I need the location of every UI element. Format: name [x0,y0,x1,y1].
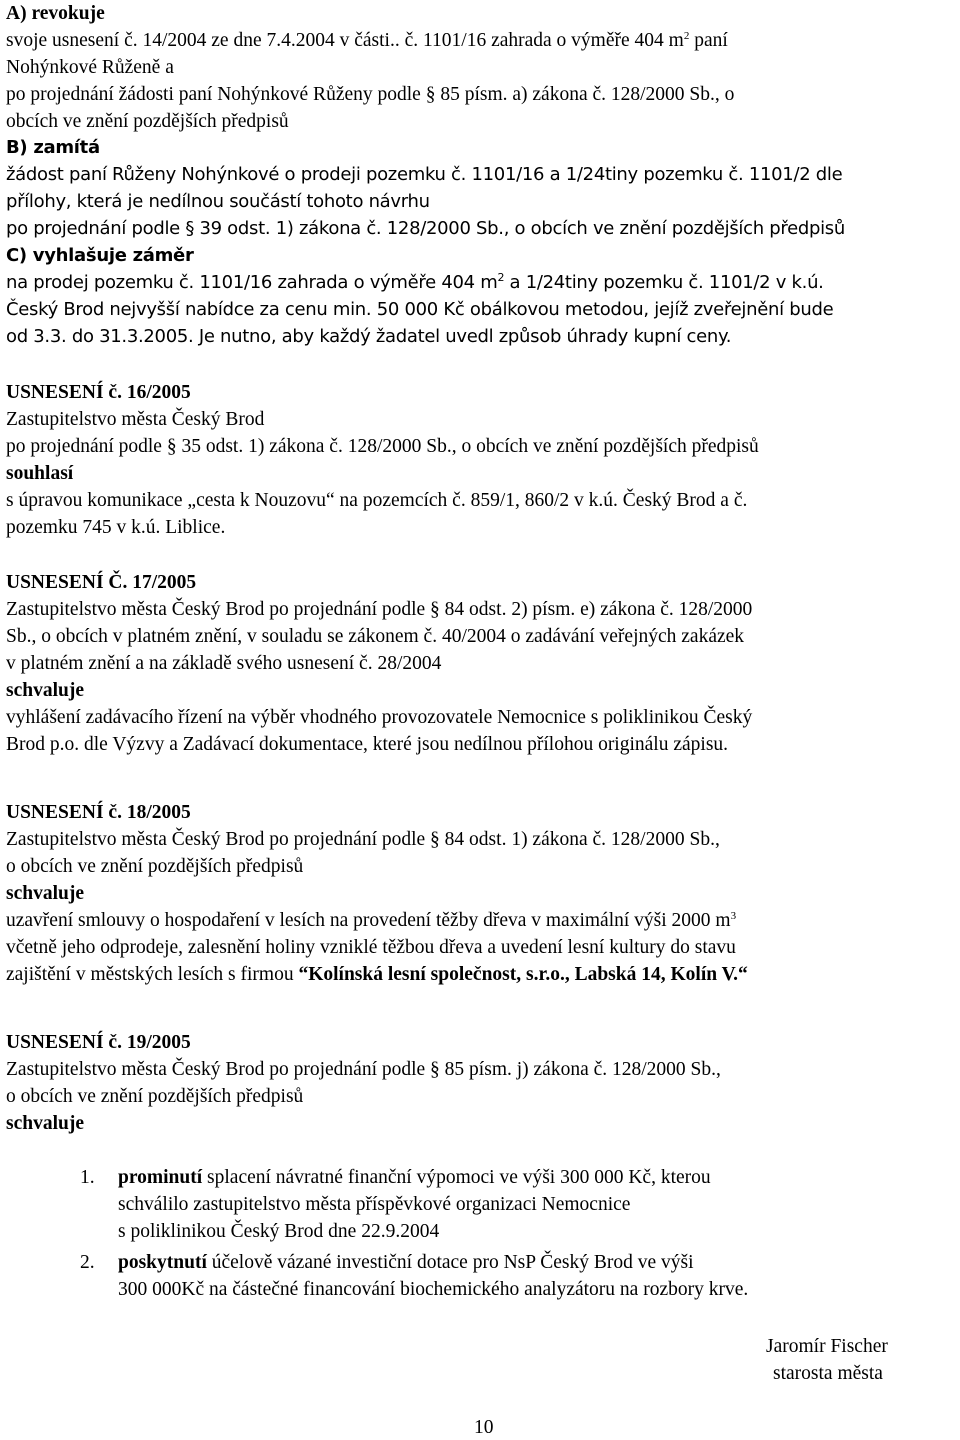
text-line: Český Brod nejvyšší nabídce za cenu min. 50 000 Kč obálkovou metodou, jejíž zveřejnění bude [6,299,834,320]
text-line: po projednání podle § 39 odst. 1) zákona č. 128/2000 Sb., o obcích ve znění pozdějších předpisů [6,218,845,239]
text-line: přílohy, která je nedílnou součástí tohoto návrhu [6,191,430,212]
section-b-heading: B) zamítá [6,137,100,158]
text-line: v platném znění a na základě svého usnesení č. 28/2004 [6,653,442,674]
page-number: 10 [474,1417,494,1438]
text-line: od 3.3. do 31.3.2005. Je nutno, aby každý žadatel uvedl způsob úhrady kupní ceny. [6,326,732,347]
list-item-continuation: s poliklinikou Český Brod dne 22.9.2004 [118,1221,440,1242]
text-line: pozemku 745 v k.ú. Liblice. [6,517,226,538]
text-line: Zastupitelstvo města Český Brod [6,409,265,430]
decision-keyword: schvaluje [6,680,84,701]
decision-keyword: schvaluje [6,1113,84,1134]
text-line: o obcích ve znění pozdějších předpisů [6,1086,304,1107]
text-line: Zastupitelstvo města Český Brod po projednání podle § 84 odst. 2) písm. e) zákona č. 128/2000 [6,599,753,620]
text-line: zajištění v městských lesích s firmou “Kolínská lesní společnost, s.r.o., Labská 14, Kolín V.“ [6,964,748,985]
text-line: po projednání žádosti paní Nohýnkové Růženy podle § 85 písm. a) zákona č. 128/2000 Sb., o [6,84,735,105]
list-item-number: 2. [80,1252,95,1273]
text-line: s úpravou komunikace „cesta k Nouzovu“ na pozemcích č. 859/1, 860/2 v k.ú. Český Brod a č. [6,490,748,511]
text-line: Sb., o obcích v platném znění, v souladu se zákonem č. 40/2004 o zadávání veřejných zakázek [6,626,745,647]
list-item-continuation: schválilo zastupitelstvo města příspěvkové organizaci Nemocnice [118,1194,631,1215]
resolution-heading: USNESENÍ č. 19/2005 [6,1032,191,1053]
section-a-heading: A) revokuje [6,3,105,24]
text-line: Brod p.o. dle Výzvy a Zadávací dokumentace, které jsou nedílnou přílohou originálu zápisu. [6,734,729,755]
text-line: po projednání podle § 35 odst. 1) zákona č. 128/2000 Sb., o obcích ve znění pozdějších předpisů [6,436,759,457]
resolution-heading: USNESENÍ č. 16/2005 [6,382,191,403]
text-line: svoje usnesení č. 14/2004 ze dne 7.4.2004 v části.. č. 1101/16 zahrada o výměře 404 $m^2$ paní [6,30,728,51]
text-line: o obcích ve znění pozdějších předpisů [6,856,304,877]
list-item-continuation: 300 000Kč na částečné financování biochemického analyzátoru na rozbory krve. [118,1279,749,1300]
text-line: včetně jeho odprodeje, zalesnění holiny vzniklé těžbou dřeva a uvedení lesní kultury do stavu [6,937,736,958]
resolution-heading: USNESENÍ Č. 17/2005 [6,572,197,593]
list-item-number: 1. [80,1167,95,1188]
decision-keyword: souhlasí [6,463,74,484]
signature-name: Jaromír Fischer [766,1336,888,1357]
signature-title: starosta města [773,1363,883,1384]
text-line: na prodej pozemku č. 1101/16 zahrada o výměře 404 $m^2$ a 1/24tiny pozemku č. 1101/2 v k.ú. [6,271,824,293]
text-line: obcích ve znění pozdějších předpisů [6,111,289,132]
list-item: poskytnutí účelově vázané investiční dotace pro NsP Český Brod ve výši [118,1252,694,1273]
text-line: Nohýnkové Růženě a [6,57,174,78]
text-line: vyhlášení zadávacího řízení na výběr vhodného provozovatele Nemocnice s poliklinikou Český [6,707,753,728]
text-line: Zastupitelstvo města Český Brod po projednání podle § 85 písm. j) zákona č. 128/2000 Sb., [6,1059,721,1080]
text-line: žádost paní Růženy Nohýnkové o prodeji pozemku č. 1101/16 a 1/24tiny pozemku č. 1101/2 dle [6,164,843,185]
section-c-heading: C) vyhlašuje záměr [6,245,194,266]
list-item: prominutí splacení návratné finanční výpomoci ve výši 300 000 Kč, kterou [118,1167,711,1188]
decision-keyword: schvaluje [6,883,84,904]
resolution-heading: USNESENÍ č. 18/2005 [6,802,191,823]
text-line: uzavření smlouvy o hospodaření v lesích na provedení těžby dřeva v maximální výši 2000 $m^3$ [6,910,737,931]
text-line: Zastupitelstvo města Český Brod po projednání podle § 84 odst. 1) zákona č. 128/2000 Sb., [6,829,720,850]
